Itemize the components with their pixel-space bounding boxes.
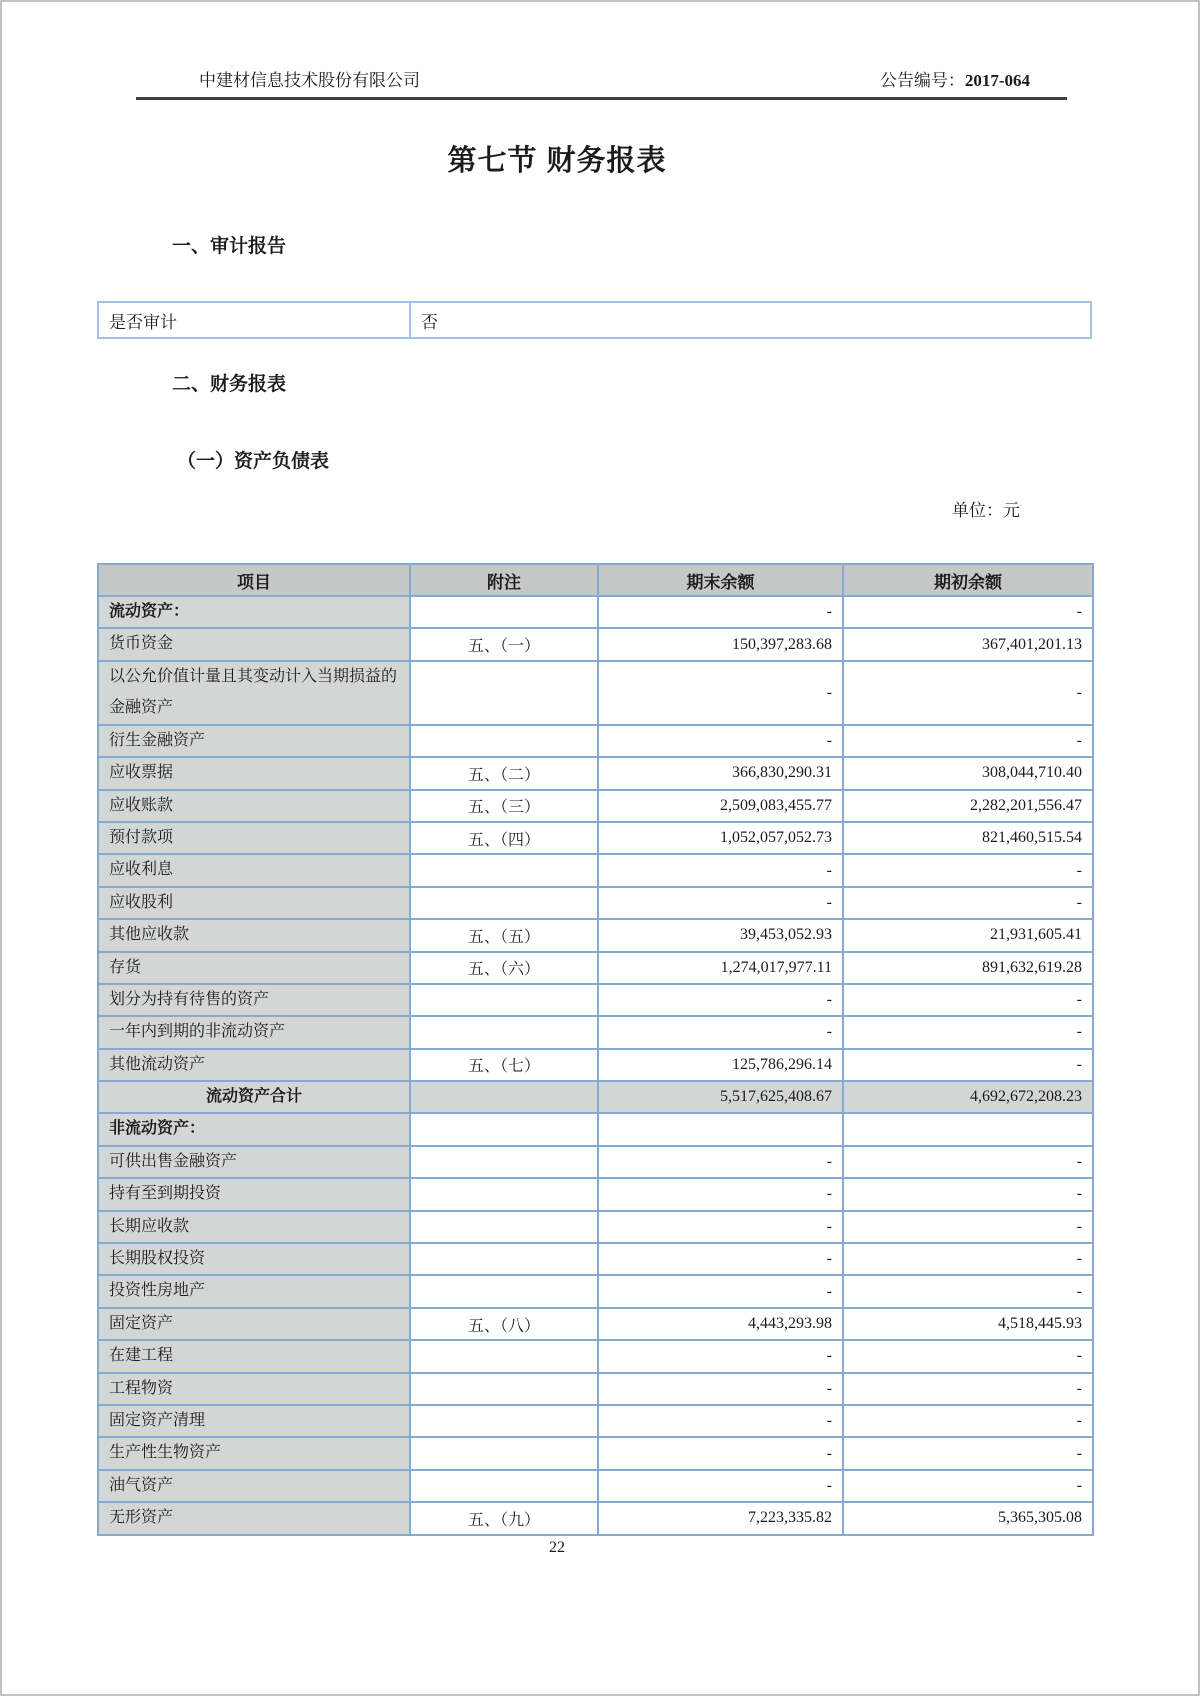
ending-balance-cell <box>598 1113 843 1145</box>
column-header: 项目 <box>98 564 410 596</box>
note-cell <box>410 1081 598 1113</box>
section-heading-financial-statements: 二、财务报表 <box>172 374 287 395</box>
announcement-code: 2017-064 <box>964 71 1030 90</box>
balance-sheet-row <box>98 1081 1093 1113</box>
ending-balance-cell: - <box>598 1178 843 1210</box>
ending-balance-cell: - <box>598 1146 843 1178</box>
balance-sheet-row <box>98 822 1093 854</box>
beginning-balance-cell: - <box>843 1437 1093 1469</box>
note-cell: 五、（七） <box>410 1049 598 1081</box>
item-cell: 长期股权投资 <box>98 1243 410 1275</box>
company-name: 中建材信息技术股份有限公司 <box>199 71 420 90</box>
note-cell: 五、（九） <box>410 1502 598 1534</box>
balance-sheet-row <box>98 661 1093 725</box>
page-title: 第七节 财务报表 <box>447 145 667 177</box>
unit-label: 单位：元 <box>952 501 1020 520</box>
note-cell <box>410 596 598 628</box>
ending-balance-cell: - <box>598 661 843 725</box>
item-cell: 长期应收款 <box>98 1211 410 1243</box>
ending-balance-cell: 4,443,293.98 <box>598 1308 843 1340</box>
ending-balance-cell: - <box>598 1470 843 1502</box>
column-header: 附注 <box>410 564 598 596</box>
ending-balance-cell: - <box>598 854 843 886</box>
balance-sheet-row <box>98 1405 1093 1437</box>
item-cell: 以公允价值计量且其变动计入当期损益的金融资产 <box>98 661 410 725</box>
balance-sheet-row <box>98 1308 1093 1340</box>
item-cell: 货币资金 <box>98 628 410 660</box>
ending-balance-cell: 150,397,283.68 <box>598 628 843 660</box>
balance-sheet-row <box>98 1502 1093 1534</box>
balance-sheet-row <box>98 1016 1093 1048</box>
item-cell: 固定资产 <box>98 1308 410 1340</box>
ending-balance-cell: - <box>598 1405 843 1437</box>
note-cell: 五、（一） <box>410 628 598 660</box>
item-cell: 非流动资产： <box>98 1113 410 1145</box>
item-cell: 预付款项 <box>98 822 410 854</box>
item-cell: 划分为持有待售的资产 <box>98 984 410 1016</box>
ending-balance-cell: - <box>598 1373 843 1405</box>
note-cell <box>410 1016 598 1048</box>
beginning-balance-cell: - <box>843 1405 1093 1437</box>
page-header <box>199 66 1030 91</box>
note-cell <box>410 1178 598 1210</box>
note-cell: 五、（四） <box>410 822 598 854</box>
balance-sheet-row <box>98 1437 1093 1469</box>
ending-balance-cell: 2,509,083,455.77 <box>598 790 843 822</box>
beginning-balance-cell: - <box>843 661 1093 725</box>
ending-balance-cell: - <box>598 596 843 628</box>
item-cell: 一年内到期的非流动资产 <box>98 1016 410 1048</box>
beginning-balance-cell: 21,931,605.41 <box>843 919 1093 951</box>
item-cell: 油气资产 <box>98 1470 410 1502</box>
balance-sheet-row <box>98 628 1093 660</box>
beginning-balance-cell <box>843 1113 1093 1145</box>
beginning-balance-cell: 308,044,710.40 <box>843 757 1093 789</box>
beginning-balance-cell: - <box>843 1470 1093 1502</box>
balance-sheet-row <box>98 952 1093 984</box>
ending-balance-cell: - <box>598 1275 843 1307</box>
balance-sheet-row <box>98 1275 1093 1307</box>
header-divider <box>136 97 1067 100</box>
balance-sheet-row <box>98 596 1093 628</box>
note-cell <box>410 1243 598 1275</box>
item-cell: 持有至到期投资 <box>98 1178 410 1210</box>
balance-sheet-row <box>98 1243 1093 1275</box>
beginning-balance-cell: - <box>843 1016 1093 1048</box>
note-cell <box>410 854 598 886</box>
item-cell: 固定资产清理 <box>98 1405 410 1437</box>
item-cell: 应收账款 <box>98 790 410 822</box>
beginning-balance-cell: - <box>843 854 1093 886</box>
audit-table <box>97 301 1092 339</box>
beginning-balance-cell: 4,692,672,208.23 <box>843 1081 1093 1113</box>
balance-sheet-row <box>98 1178 1093 1210</box>
note-cell <box>410 1405 598 1437</box>
ending-balance-cell: 5,517,625,408.67 <box>598 1081 843 1113</box>
beginning-balance-cell: 891,632,619.28 <box>843 952 1093 984</box>
balance-sheet-header-row <box>98 564 1093 596</box>
ending-balance-cell: - <box>598 887 843 919</box>
beginning-balance-cell: - <box>843 1243 1093 1275</box>
beginning-balance-cell: 4,518,445.93 <box>843 1308 1093 1340</box>
balance-sheet-row <box>98 1373 1093 1405</box>
ending-balance-cell: 125,786,296.14 <box>598 1049 843 1081</box>
balance-sheet-row <box>98 1049 1093 1081</box>
item-cell: 应收利息 <box>98 854 410 886</box>
column-header: 期初余额 <box>843 564 1093 596</box>
note-cell <box>410 1211 598 1243</box>
balance-sheet-row <box>98 1211 1093 1243</box>
ending-balance-cell: 366,830,290.31 <box>598 757 843 789</box>
item-cell: 衍生金融资产 <box>98 725 410 757</box>
announcement-label: 公告编号： <box>879 71 965 90</box>
note-cell <box>410 887 598 919</box>
beginning-balance-cell: - <box>843 1178 1093 1210</box>
beginning-balance-cell: 367,401,201.13 <box>843 628 1093 660</box>
item-cell: 在建工程 <box>98 1340 410 1372</box>
balance-sheet-row <box>98 854 1093 886</box>
page-number: 22 <box>549 1539 565 1556</box>
note-cell <box>410 725 598 757</box>
item-cell: 流动资产合计 <box>98 1081 410 1113</box>
beginning-balance-cell: - <box>843 1049 1093 1081</box>
balance-sheet-row <box>98 919 1093 951</box>
beginning-balance-cell: - <box>843 596 1093 628</box>
item-cell: 流动资产： <box>98 596 410 628</box>
balance-sheet-row <box>98 725 1093 757</box>
beginning-balance-cell: - <box>843 887 1093 919</box>
beginning-balance-cell: - <box>843 1373 1093 1405</box>
balance-sheet-row <box>98 1146 1093 1178</box>
note-cell: 五、（三） <box>410 790 598 822</box>
item-cell: 可供出售金融资产 <box>98 1146 410 1178</box>
note-cell <box>410 1373 598 1405</box>
ending-balance-cell: - <box>598 1243 843 1275</box>
beginning-balance-cell: - <box>843 1340 1093 1372</box>
note-cell <box>410 1340 598 1372</box>
note-cell: 五、（八） <box>410 1308 598 1340</box>
audit-question-cell: 是否审计 <box>98 302 410 338</box>
beginning-balance-cell: - <box>843 725 1093 757</box>
note-cell <box>410 1275 598 1307</box>
note-cell: 五、（五） <box>410 919 598 951</box>
ending-balance-cell: - <box>598 1211 843 1243</box>
balance-sheet-row <box>98 757 1093 789</box>
ending-balance-cell: - <box>598 1340 843 1372</box>
item-cell: 其他流动资产 <box>98 1049 410 1081</box>
balance-sheet-row <box>98 1340 1093 1372</box>
item-cell: 工程物资 <box>98 1373 410 1405</box>
audit-table-row <box>98 302 1091 338</box>
ending-balance-cell: 39,453,052.93 <box>598 919 843 951</box>
ending-balance-cell: - <box>598 1016 843 1048</box>
beginning-balance-cell: - <box>843 1275 1093 1307</box>
ending-balance-cell: 1,274,017,977.11 <box>598 952 843 984</box>
item-cell: 存货 <box>98 952 410 984</box>
ending-balance-cell: - <box>598 1437 843 1469</box>
note-cell <box>410 1113 598 1145</box>
item-cell: 无形资产 <box>98 1502 410 1534</box>
balance-sheet-row <box>98 1470 1093 1502</box>
note-cell: 五、（二） <box>410 757 598 789</box>
note-cell: 五、（六） <box>410 952 598 984</box>
item-cell: 生产性生物资产 <box>98 1437 410 1469</box>
beginning-balance-cell: 5,365,305.08 <box>843 1502 1093 1534</box>
beginning-balance-cell: - <box>843 984 1093 1016</box>
beginning-balance-cell: 821,460,515.54 <box>843 822 1093 854</box>
note-cell <box>410 1470 598 1502</box>
announcement-number <box>880 66 1030 91</box>
beginning-balance-cell: - <box>843 1146 1093 1178</box>
balance-sheet-row <box>98 984 1093 1016</box>
note-cell <box>410 661 598 725</box>
ending-balance-cell: 1,052,057,052.73 <box>598 822 843 854</box>
balance-sheet-row <box>98 887 1093 919</box>
balance-sheet-row <box>98 1113 1093 1145</box>
balance-sheet-row <box>98 790 1093 822</box>
ending-balance-cell: 7,223,335.82 <box>598 1502 843 1534</box>
note-cell <box>410 1437 598 1469</box>
item-cell: 其他应收款 <box>98 919 410 951</box>
column-header: 期末余额 <box>598 564 843 596</box>
note-cell <box>410 984 598 1016</box>
item-cell: 应收股利 <box>98 887 410 919</box>
ending-balance-cell: - <box>598 725 843 757</box>
item-cell: 投资性房地产 <box>98 1275 410 1307</box>
beginning-balance-cell: - <box>843 1211 1093 1243</box>
audit-answer-cell: 否 <box>410 302 1091 338</box>
subsection-heading-balance-sheet: （一）资产负债表 <box>177 451 330 472</box>
beginning-balance-cell: 2,282,201,556.47 <box>843 790 1093 822</box>
section-heading-audit-report: 一、审计报告 <box>172 236 287 257</box>
item-cell: 应收票据 <box>98 757 410 789</box>
note-cell <box>410 1146 598 1178</box>
ending-balance-cell: - <box>598 984 843 1016</box>
balance-sheet-table <box>97 563 1094 1536</box>
